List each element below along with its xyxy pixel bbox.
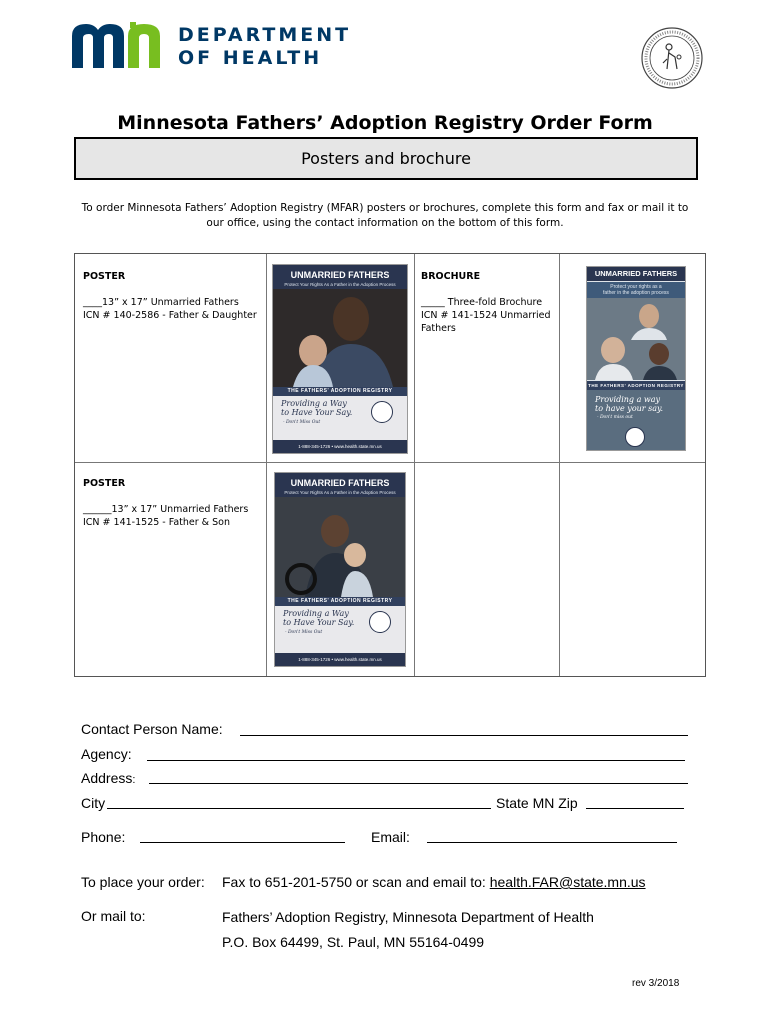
mail-label: Or mail to: (81, 908, 146, 924)
registry-emblem-icon (625, 427, 645, 447)
intro-text: To order Minnesota Fathers’ Adoption Registry (MFAR) posters or brochures, complete this form and fax or mail it to our office, using the contact information on the bottom of this form. (81, 202, 689, 229)
email-label: Email: (371, 829, 410, 845)
brochure-small-text: - Don't miss out (597, 415, 633, 420)
brochure-slogan (595, 395, 663, 413)
item-cell-brochure (421, 270, 551, 335)
city-field[interactable] (107, 808, 491, 809)
brochure-heading: UNMARRIED FATHERS (587, 267, 685, 281)
poster-footer: 1-888-345-1726 • www.health.state.mn.us (275, 653, 405, 666)
brochure-band: THE FATHERS’ ADOPTION REGISTRY (588, 383, 684, 388)
brochure-image (586, 266, 686, 451)
registry-emblem-icon (369, 611, 391, 633)
item-type: POSTER (83, 271, 126, 282)
item-cell-poster-1 (83, 270, 257, 322)
slogan-line: to have your say. (595, 404, 664, 413)
dept-line2: OF HEALTH (178, 47, 323, 69)
contact-name-label: Contact Person Name: (81, 721, 223, 737)
email-field[interactable] (427, 842, 677, 843)
poster-band: THE FATHERS’ ADOPTION REGISTRY (273, 387, 407, 396)
item-line: ______13” x 17” Unmarried Fathers (83, 504, 249, 515)
item-line: ICN # 141-1525 - Father & Son (83, 517, 230, 528)
agency-field[interactable] (147, 760, 685, 761)
poster-tagline: Protect Your Rights As a Father in the Adoption Process (284, 490, 396, 495)
address-colon: : (132, 774, 136, 786)
dept-line1: DEPARTMENT (178, 24, 352, 46)
revision-note: rev 3/2018 (632, 978, 680, 989)
slogan-line: to Have Your Say. (281, 408, 353, 417)
registry-seal-icon (641, 27, 703, 89)
phone-field[interactable] (140, 842, 345, 843)
poster-slogan (283, 609, 354, 627)
item-cell-poster-2 (83, 477, 248, 529)
tagline-line: Protect your rights as a (610, 284, 662, 290)
address-label-text: Address (81, 770, 133, 786)
poster-heading: UNMARRIED FATHERS (275, 473, 405, 497)
poster-band: THE FATHERS’ ADOPTION REGISTRY (275, 597, 405, 606)
poster-slogan (281, 399, 352, 417)
item-line: ICN # 141-1524 Unmarried (421, 310, 551, 321)
state-zip-label: State MN Zip (496, 795, 578, 811)
item-type: POSTER (83, 478, 126, 489)
slogan-line: Providing a Way (281, 399, 347, 408)
slogan-line: Providing a Way (283, 609, 349, 618)
item-line: ____13” x 17” Unmarried Fathers (83, 297, 239, 308)
agency-label: Agency: (81, 746, 132, 762)
place-order-label: To place your order: (81, 874, 205, 890)
poster-tagline: Protect Your Rights As a Father in the Adoption Process (284, 282, 396, 287)
mail-address-line2: P.O. Box 64499, St. Paul, MN 55164-0499 (222, 934, 485, 950)
item-line: ICN # 140-2586 - Father & Daughter (83, 310, 257, 321)
contact-name-field[interactable] (240, 735, 688, 736)
mail-address-line1: Fathers’ Adoption Registry, Minnesota Department of Health (222, 909, 594, 925)
department-name (178, 24, 351, 70)
form-title: Minnesota Fathers’ Adoption Registry Order Form (117, 112, 653, 134)
place-order-text (222, 874, 646, 890)
brochure-photo (587, 298, 685, 380)
poster-photo (273, 289, 407, 387)
fax-instructions: Fax to 651-201-5750 or scan and email to: (222, 874, 490, 890)
slogan-line: to Have Your Say. (283, 618, 355, 627)
address-field[interactable] (149, 783, 688, 784)
poster-photo (275, 497, 405, 597)
zip-field[interactable] (586, 808, 684, 809)
registry-emblem-icon (371, 401, 393, 423)
poster-heading: UNMARRIED FATHERS (273, 265, 407, 289)
poster-small-text: - Don't Miss Out (283, 420, 321, 425)
item-type: BROCHURE (421, 271, 481, 282)
slogan-line: Providing a way (595, 395, 661, 404)
item-line: Fathers (421, 323, 456, 334)
poster-small-text: - Don't Miss Out (285, 630, 323, 635)
poster-footer: 1-888-345-1726 • www.health.state.mn.us (273, 440, 407, 453)
order-table (74, 253, 706, 677)
poster-image-father-son (274, 472, 406, 667)
order-email-link[interactable]: health.FAR@state.mn.us (489, 874, 646, 890)
phone-label: Phone: (81, 829, 126, 845)
city-label: City (81, 795, 106, 811)
form-subtitle: Posters and brochure (74, 137, 698, 180)
poster-image-father-daughter (272, 264, 408, 454)
item-line: _____ Three-fold Brochure (421, 297, 543, 308)
address-label (81, 770, 135, 786)
brochure-tagline (587, 282, 685, 298)
tagline-line: father in the adoption process (603, 290, 669, 296)
